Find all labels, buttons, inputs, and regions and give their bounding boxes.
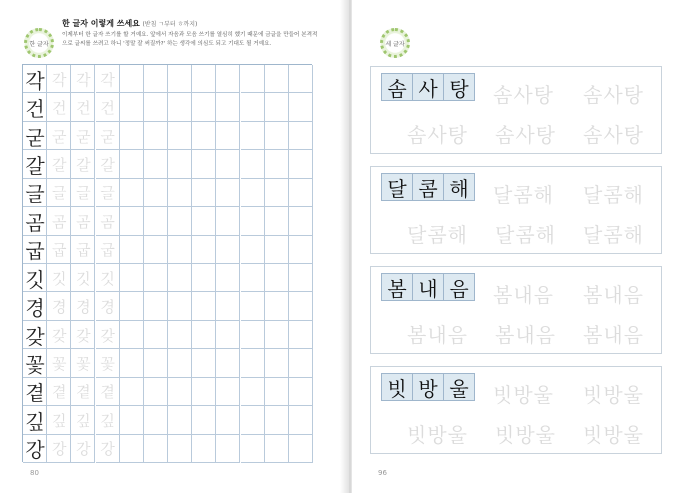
grid-cell	[289, 65, 313, 93]
grid-cell	[216, 349, 240, 377]
grid-cell	[265, 292, 289, 320]
grid-cell	[265, 207, 289, 235]
grid-cell	[192, 179, 216, 207]
trace-character: 글	[76, 184, 91, 203]
grid-cell	[265, 349, 289, 377]
grid-cell	[168, 406, 192, 434]
model-character: 곰	[25, 210, 45, 235]
grid-cell	[289, 150, 313, 178]
trace-character: 곁	[100, 383, 115, 402]
model-syllable: 방	[412, 373, 444, 401]
grid-cell	[120, 207, 144, 235]
trace-word: 솜사탕	[407, 123, 468, 147]
trace-character: 깊	[76, 411, 91, 430]
grid-cell	[192, 349, 216, 377]
grid-cell	[192, 378, 216, 406]
grid-cell	[289, 349, 313, 377]
grid-cell	[289, 264, 313, 292]
grid-cell	[168, 264, 192, 292]
grid-cell	[144, 179, 168, 207]
grid-cell	[144, 264, 168, 292]
grid-cell	[265, 378, 289, 406]
trace-character: 갈	[51, 155, 67, 174]
badge-three-letters	[380, 28, 410, 58]
model-syllable: 달	[381, 173, 413, 201]
trace-word: 봄내음	[583, 283, 644, 307]
title-suffix: (받침 ㄱ부터 ㅎ까지)	[142, 21, 198, 28]
model-syllable: 음	[443, 273, 475, 301]
trace-character: 깃	[76, 269, 91, 288]
trace-word: 달콤해	[583, 223, 644, 247]
grid-cell	[241, 207, 265, 235]
grid-cell	[289, 406, 313, 434]
trace-character: 각	[100, 70, 115, 89]
model-syllable: 솜	[381, 73, 413, 101]
model-character: 갈	[25, 154, 45, 178]
model-syllable: 울	[443, 373, 475, 401]
model-syllable: 봄	[381, 273, 413, 301]
grid-cell	[192, 207, 216, 235]
grid-cell	[241, 150, 265, 178]
grid-cell	[241, 406, 265, 434]
grid-cell	[168, 179, 192, 207]
model-character: 꽃	[25, 353, 45, 377]
grid-cell	[289, 435, 313, 463]
grid-cell	[192, 264, 216, 292]
grid-cell	[168, 321, 192, 349]
model-character: 강	[25, 438, 45, 463]
trace-character: 각	[51, 70, 67, 89]
model-syllable: 콤	[412, 173, 444, 201]
badge-label: 한 글자	[29, 40, 49, 48]
grid-cell	[216, 150, 240, 178]
grid-cell	[144, 65, 168, 93]
model-syllable: 해	[443, 173, 475, 201]
page-number-left: 80	[30, 469, 39, 477]
trace-word: 봄내음	[407, 323, 468, 347]
grid-cell	[144, 236, 168, 264]
trace-character: 강	[100, 440, 115, 459]
grid-cell	[192, 150, 216, 178]
trace-word: 솜사탕	[495, 123, 556, 147]
badge-one-letter	[24, 28, 54, 58]
trace-word: 빗방울	[407, 423, 468, 447]
model-word-box	[381, 373, 474, 401]
grid-cell	[241, 236, 265, 264]
model-word-box	[381, 73, 474, 101]
grid-cell	[216, 122, 240, 150]
trace-character: 굽	[100, 241, 115, 260]
trace-character: 글	[100, 184, 115, 203]
model-syllable: 탕	[443, 73, 475, 101]
grid-cell	[168, 349, 192, 377]
grid-cell	[289, 321, 313, 349]
grid-cell	[216, 179, 240, 207]
trace-character: 굳	[76, 127, 91, 146]
model-syllable: 빗	[381, 373, 413, 401]
trace-word: 달콤해	[495, 223, 556, 247]
trace-character: 꽃	[51, 354, 67, 373]
trace-character: 각	[76, 70, 91, 89]
grid-cell	[289, 236, 313, 264]
trace-character: 갖	[100, 326, 115, 345]
grid-cell	[120, 150, 144, 178]
trace-character: 굽	[51, 241, 67, 260]
grid-cell	[144, 349, 168, 377]
practice-grid	[22, 64, 312, 462]
trace-character: 갈	[100, 155, 115, 174]
grid-cell	[144, 406, 168, 434]
grid-cell	[241, 122, 265, 150]
model-character: 글	[25, 182, 45, 207]
trace-character: 굳	[100, 127, 115, 146]
grid-cell	[144, 122, 168, 150]
grid-cell	[168, 207, 192, 235]
model-character: 경	[25, 296, 45, 321]
grid-cell	[216, 236, 240, 264]
grid-cell	[120, 321, 144, 349]
model-character: 굽	[25, 239, 45, 264]
grid-cell	[120, 179, 144, 207]
trace-character: 깃	[51, 269, 67, 288]
trace-character: 글	[51, 184, 67, 203]
grid-cell	[120, 406, 144, 434]
trace-character: 갈	[76, 155, 91, 174]
grid-cell	[144, 435, 168, 463]
grid-cell	[216, 321, 240, 349]
grid-cell	[120, 122, 144, 150]
grid-cell	[265, 236, 289, 264]
trace-word: 봄내음	[583, 323, 644, 347]
description-text: 이제부터 한 글자 쓰기를 할 거예요. 앞에서 자음과 모음 쓰기를 열심히 했기 때문에 금글을 만들어 본격적으로 글씨를 쓰려고 하니 '정말 잘 써질까?' 하는 생각에 의심도 되고 기대도 될 거예요.	[62, 32, 318, 47]
model-character: 깃	[25, 267, 45, 292]
grid-cell	[216, 435, 240, 463]
trace-character: 건	[76, 99, 91, 118]
model-character: 깊	[25, 409, 45, 434]
trace-character: 곁	[51, 383, 67, 402]
badge-label: 세 글자	[385, 40, 405, 48]
grid-cell	[120, 93, 144, 121]
grid-cell	[289, 122, 313, 150]
trace-word: 달콤해	[583, 183, 644, 207]
trace-character: 경	[76, 298, 91, 317]
grid-cell	[265, 150, 289, 178]
grid-cell	[192, 292, 216, 320]
trace-character: 건	[51, 99, 67, 118]
grid-cell	[216, 65, 240, 93]
word-practice-block	[370, 66, 662, 154]
grid-cell	[265, 65, 289, 93]
trace-character: 곰	[51, 212, 67, 231]
trace-character: 깊	[100, 411, 115, 430]
grid-cell	[144, 321, 168, 349]
word-practice-block	[370, 366, 662, 454]
grid-cell	[241, 179, 265, 207]
word-practice-block	[370, 166, 662, 254]
grid-cell	[120, 264, 144, 292]
left-page	[0, 0, 348, 493]
grid-cell	[144, 292, 168, 320]
trace-character: 건	[100, 99, 115, 118]
grid-cell	[120, 435, 144, 463]
grid-cell	[192, 435, 216, 463]
trace-character: 굽	[76, 241, 91, 260]
grid-cell	[265, 179, 289, 207]
grid-cell	[265, 406, 289, 434]
grid-cell	[241, 349, 265, 377]
grid-cell	[216, 378, 240, 406]
model-character: 곁	[25, 381, 45, 406]
trace-character: 강	[51, 440, 67, 459]
trace-character: 갖	[76, 326, 91, 345]
trace-character: 갖	[51, 326, 67, 345]
trace-character: 깃	[100, 269, 115, 288]
grid-cell	[241, 435, 265, 463]
grid-cell	[168, 236, 192, 264]
grid-cell	[144, 378, 168, 406]
model-character: 굳	[25, 125, 45, 150]
grid-cell	[120, 292, 144, 320]
trace-character: 경	[51, 298, 67, 317]
grid-cell	[241, 321, 265, 349]
grid-cell	[241, 264, 265, 292]
word-practice-block	[370, 266, 662, 354]
grid-cell	[216, 207, 240, 235]
grid-cell	[216, 292, 240, 320]
trace-character: 곰	[76, 212, 91, 231]
grid-cell	[120, 65, 144, 93]
grid-cell	[241, 93, 265, 121]
title-text: 한 글자 이렇게 쓰세요	[62, 19, 140, 28]
model-character: 각	[25, 68, 45, 93]
grid-cell	[289, 207, 313, 235]
page-number-right: 96	[378, 469, 387, 477]
grid-cell	[216, 406, 240, 434]
grid-cell	[168, 65, 192, 93]
trace-word: 봄내음	[495, 323, 556, 347]
trace-word: 빗방울	[495, 423, 556, 447]
grid-cell	[144, 207, 168, 235]
grid-cell	[265, 93, 289, 121]
grid-cell	[289, 179, 313, 207]
trace-word: 빗방울	[583, 383, 644, 407]
trace-word: 솜사탕	[583, 83, 644, 107]
grid-cell	[241, 378, 265, 406]
trace-character: 경	[100, 298, 115, 317]
model-word-box	[381, 173, 474, 201]
trace-word: 솜사탕	[493, 83, 554, 107]
grid-cell	[192, 122, 216, 150]
grid-cell	[216, 264, 240, 292]
grid-cell	[265, 321, 289, 349]
trace-word: 달콤해	[493, 183, 554, 207]
trace-word: 달콤해	[407, 223, 468, 247]
model-syllable: 사	[412, 73, 444, 101]
grid-cell	[120, 378, 144, 406]
grid-cell	[241, 292, 265, 320]
grid-cell	[144, 150, 168, 178]
grid-cell	[120, 349, 144, 377]
grid-cell	[265, 122, 289, 150]
trace-character: 강	[76, 440, 91, 459]
grid-cell	[265, 264, 289, 292]
grid-cell	[168, 93, 192, 121]
grid-cell	[192, 406, 216, 434]
grid-cell	[168, 150, 192, 178]
grid-cell	[168, 292, 192, 320]
grid-cell	[120, 236, 144, 264]
grid-cell	[144, 93, 168, 121]
model-word-box	[381, 273, 474, 301]
trace-character: 꽃	[100, 354, 115, 373]
trace-word: 봄내음	[493, 283, 554, 307]
grid-cell	[192, 65, 216, 93]
trace-word: 솜사탕	[583, 123, 644, 147]
trace-word: 빗방울	[493, 383, 554, 407]
model-character: 건	[25, 97, 45, 122]
trace-word: 빗방울	[583, 423, 644, 447]
model-syllable: 내	[412, 273, 444, 301]
grid-cell	[289, 93, 313, 121]
grid-cell	[168, 122, 192, 150]
trace-character: 곰	[100, 212, 115, 231]
grid-cell	[168, 435, 192, 463]
trace-character: 깊	[51, 411, 67, 430]
grid-cell	[192, 93, 216, 121]
section-title	[62, 18, 197, 29]
trace-character: 곁	[76, 383, 91, 402]
grid-cell	[265, 435, 289, 463]
grid-cell	[168, 378, 192, 406]
trace-character: 굳	[51, 127, 67, 146]
grid-cell	[289, 378, 313, 406]
grid-cell	[192, 236, 216, 264]
grid-cell	[216, 93, 240, 121]
grid-cell	[241, 65, 265, 93]
model-character: 갖	[25, 324, 45, 349]
grid-cell	[192, 321, 216, 349]
grid-cell	[289, 292, 313, 320]
trace-character: 꽃	[76, 354, 91, 373]
